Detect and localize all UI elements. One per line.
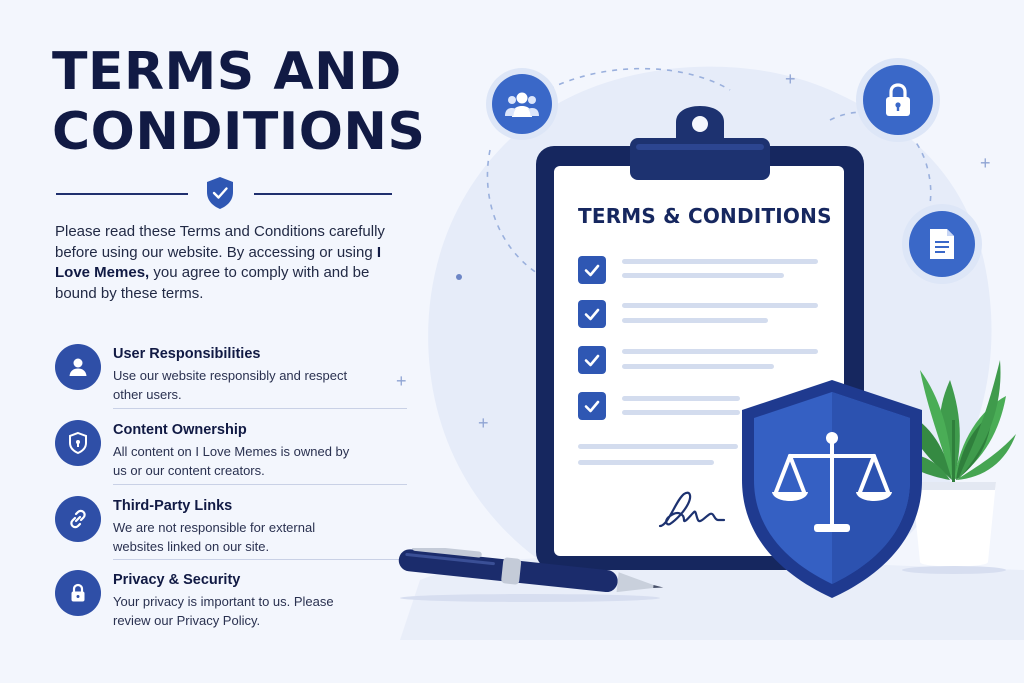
lock-icon (55, 570, 101, 616)
signature-icon (650, 486, 730, 534)
intro-paragraph (55, 222, 385, 304)
feature-separator (113, 559, 407, 560)
feature-title: Content Ownership (113, 422, 247, 438)
feature-separator (113, 408, 407, 409)
title-line-1: TERMS AND (52, 42, 402, 102)
users-icon (492, 74, 552, 134)
text-line-placeholder (622, 349, 818, 354)
scales-of-justice-icon (734, 376, 930, 602)
clipboard-clip (630, 104, 770, 184)
feature-description: Your privacy is important to us. Please review our Privacy Policy. (113, 594, 334, 628)
feature-privacy-security (55, 566, 355, 636)
feature-separator (113, 484, 407, 485)
text-line-placeholder (622, 410, 740, 415)
feature-title: Privacy & Security (113, 572, 241, 588)
text-line-placeholder (622, 273, 784, 278)
text-line-placeholder (622, 259, 818, 264)
dot-decor (456, 274, 462, 280)
sparkle-decor: + (785, 69, 796, 89)
link-icon (55, 496, 101, 542)
site-name: I Love Memes, (55, 243, 382, 282)
sparkle-decor: + (980, 153, 991, 173)
checkbox-checked-icon (578, 256, 606, 284)
checkbox-checked-icon (578, 300, 606, 328)
text-line-placeholder (578, 444, 738, 449)
intro-text-2: you agree to comply with and be bound by these terms. (55, 264, 370, 302)
checkbox-checked-icon (578, 392, 606, 420)
feature-description: We are not responsible for external websites linked on our site. (113, 520, 316, 554)
lock-icon (863, 65, 933, 135)
title-line-2: CONDITIONS (52, 102, 426, 162)
sparkle-decor: + (396, 371, 407, 391)
feature-title: User Responsibilities (113, 346, 261, 362)
pen-icon (392, 548, 668, 604)
page-title (52, 42, 472, 162)
user-icon (55, 344, 101, 390)
title-divider-right (254, 193, 392, 195)
text-line-placeholder (578, 460, 714, 465)
text-line-placeholder (622, 303, 818, 308)
shield-icon (55, 420, 101, 466)
sparkle-decor: + (478, 413, 489, 433)
text-line-placeholder (622, 318, 768, 323)
feature-title: Third-Party Links (113, 498, 233, 514)
document-title: TERMS & CONDITIONS (578, 204, 832, 228)
checkbox-checked-icon (578, 346, 606, 374)
feature-description: Use our website responsibly and respect other users. (113, 368, 348, 402)
feature-third-party-links (55, 492, 355, 562)
feature-user-responsibilities (55, 340, 355, 410)
intro-text-1: Please read these Terms and Conditions carefully before using our website. By accessing or using (55, 223, 385, 261)
feature-description: All content on I Love Memes is owned by us or our content creators. (113, 444, 350, 478)
feature-content-ownership (55, 416, 355, 486)
title-divider-left (56, 193, 188, 195)
text-line-placeholder (622, 396, 740, 401)
document-icon (909, 211, 975, 277)
shield-check-icon (204, 176, 236, 210)
text-line-placeholder (622, 364, 774, 369)
